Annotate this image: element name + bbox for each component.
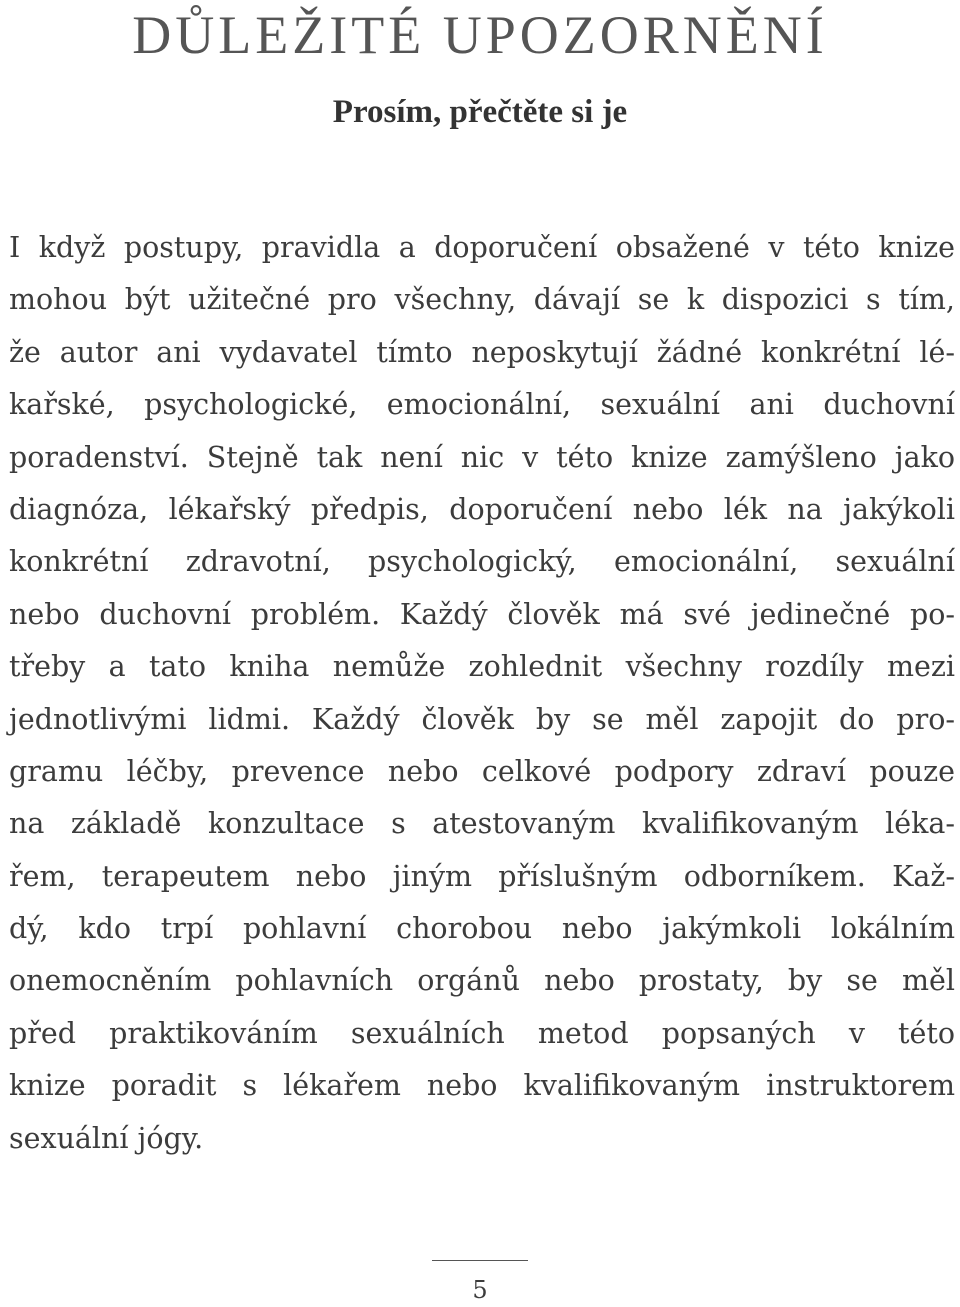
paragraph-line: onemocněním pohlavních orgánů nebo prostaty, by se měl bbox=[9, 964, 955, 998]
paragraph-line: před praktikováním sexuálních metod popsaných v této bbox=[9, 1016, 955, 1050]
footer-divider bbox=[432, 1260, 528, 1261]
paragraph-line: že autor ani vydavatel tímto neposkytují žádné konkrétní lé- bbox=[9, 335, 955, 369]
paragraph-line: mohou být užitečné pro všechny, dávají se k dispozici s tím, bbox=[9, 283, 955, 317]
page-title: DŮLEŽITÉ UPOZORNĚNÍ bbox=[132, 5, 828, 65]
paragraph-line: třeby a tato kniha nemůže zohlednit všechny rozdíly mezi bbox=[9, 650, 955, 684]
paragraph-line: jednotlivými lidmi. Každý člověk by se měl zapojit do pro- bbox=[9, 702, 955, 736]
paragraph-line: dý, kdo trpí pohlavní chorobou nebo jakýmkoli lokálním bbox=[9, 912, 955, 946]
paragraph-line: knize poradit s lékařem nebo kvalifikovaným instruktorem bbox=[9, 1069, 955, 1103]
paragraph-line: nebo duchovní problém. Každý člověk má své jedinečné po- bbox=[9, 597, 955, 631]
notice-paragraph bbox=[9, 222, 955, 1165]
paragraph-line: řem, terapeutem nebo jiným příslušným odborníkem. Kaž- bbox=[9, 859, 955, 893]
paragraph-line: sexuální jógy. bbox=[9, 1121, 204, 1155]
paragraph-line: I když postupy, pravidla a doporučení obsažené v této knize bbox=[9, 231, 955, 264]
paragraph-line: konkrétní zdravotní, psychologický, emocionální, sexuální bbox=[9, 545, 955, 579]
paragraph-line: diagnóza, lékařský předpis, doporučení nebo lék na jakýkoli bbox=[9, 492, 955, 526]
paragraph-line: gramu léčby, prevence nebo celkové podpory zdraví pouze bbox=[9, 754, 955, 788]
paragraph-line: na základě konzultace s atestovaným kvalifikovaným léka- bbox=[9, 807, 955, 841]
paragraph-line: poradenství. Stejně tak není nic v této knize zamýšleno jako bbox=[9, 440, 955, 474]
paragraph-line: kařské, psychologické, emocionální, sexuální ani duchovní bbox=[9, 388, 955, 422]
page-subtitle: Prosím, přečtěte si je bbox=[332, 94, 628, 130]
page-number: 5 bbox=[472, 1276, 488, 1304]
